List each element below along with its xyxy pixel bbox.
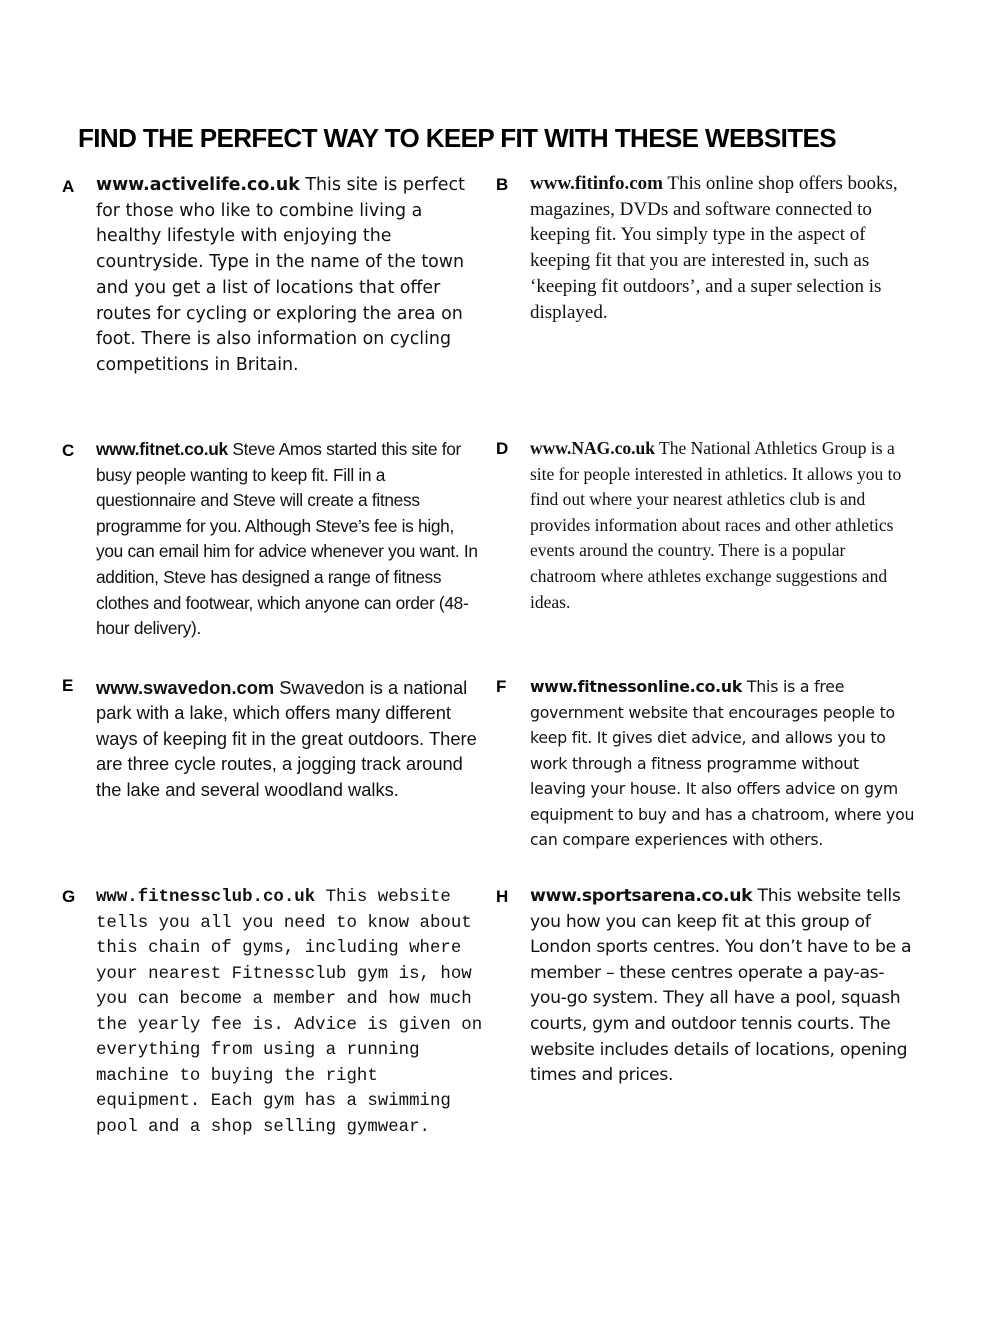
- entry-letter: F: [496, 677, 507, 696]
- entry-letter: A: [62, 177, 75, 196]
- website-url: www.sportsarena.co.uk: [530, 886, 753, 906]
- website-url: www.fitnet.co.uk: [96, 439, 228, 459]
- entry-letter: B: [496, 175, 509, 194]
- entry-description: [96, 173, 486, 379]
- page-title: FIND THE PERFECT WAY TO KEEP FIT WITH THESE WEBSITES: [78, 123, 837, 154]
- entry-letter: C: [62, 441, 75, 460]
- entry-description: [96, 675, 481, 802]
- entry-letter: D: [496, 439, 509, 458]
- entry-description: [530, 674, 915, 853]
- entry-body: Swavedon is a national park with a lake, which offers many different ways of keeping fit in the great outdoors. There are three cycle routes, a jogging track around the lake and several woodland walks.: [96, 677, 477, 800]
- entry-body: This site is perfect for those who like to combine living a healthy lifestyle with enjoying the countryside. Type in the name of the town and you get a list of locations that offer routes for cycling or exploring the area on foot. There is also information on cycling competitions in Britain.: [96, 175, 465, 375]
- website-url: www.fitnessclub.co.uk: [96, 888, 316, 907]
- website-url: www.activelife.co.uk: [96, 175, 300, 195]
- entry-letter: H: [496, 887, 509, 906]
- website-url: www.fitinfo.com: [530, 173, 663, 194]
- entry-description: [530, 884, 915, 1089]
- entry-description: [530, 436, 915, 615]
- entry-body: This online shop offers books, magazines, DVDs and software connected to keeping fit. You simply type in the aspect of keeping fit that you are interested in, such as ‘keeping fit outdoors’, and a super selection is displayed.: [530, 173, 898, 323]
- entry-description: [96, 437, 481, 642]
- website-url: www.swavedon.com: [96, 677, 275, 698]
- entry-description: [530, 171, 915, 325]
- website-url: www.fitnessonline.co.uk: [530, 677, 743, 696]
- entry-letter: G: [62, 887, 76, 906]
- entry-body: This website tells you all you need to know about this chain of gyms, including where your nearest Fitnessclub gym is, how you can become a member and how much the yearly fee is. Advice is given on everything from using a running machine to buying the right equipment. Each gym has a swimming pool and a shop selling gymwear.: [96, 888, 483, 1137]
- entry-body: This is a free government website that encourages people to keep fit. It gives diet advice, and allows you to work through a fitness programme without leaving your house. It also offers advice on gym equipment to buy and has a chatroom, where you can compare experiences with others.: [530, 677, 915, 849]
- entry-description: [96, 885, 486, 1140]
- entry-body: This website tells you how you can keep fit at this group of London sports centres. You don’t have to be a member – these centres operate a pay-as-you-go system. They all have a pool, squash courts, gym and outdoor tennis courts. The website includes details of locations, opening times and prices.: [530, 886, 912, 1086]
- website-url: www.NAG.co.uk: [530, 438, 655, 458]
- entry-body: Steve Amos started this site for busy people wanting to keep fit. Fill in a questionnaire and Steve will create a fitness programme for you. Although Steve’s fee is high, you can email him for advice whenever you want. In addition, Steve has designed a range of fitness clothes and footwear, which anyone can order (48-hour delivery).: [96, 439, 478, 639]
- entry-body: The National Athletics Group is a site for people interested in athletics. It allows you to find out where your nearest athletics club is and provides information about races and other athletics events around the country. There is a popular chatroom where athletes exchange suggestions and ideas.: [530, 438, 902, 612]
- entry-letter: E: [62, 676, 74, 695]
